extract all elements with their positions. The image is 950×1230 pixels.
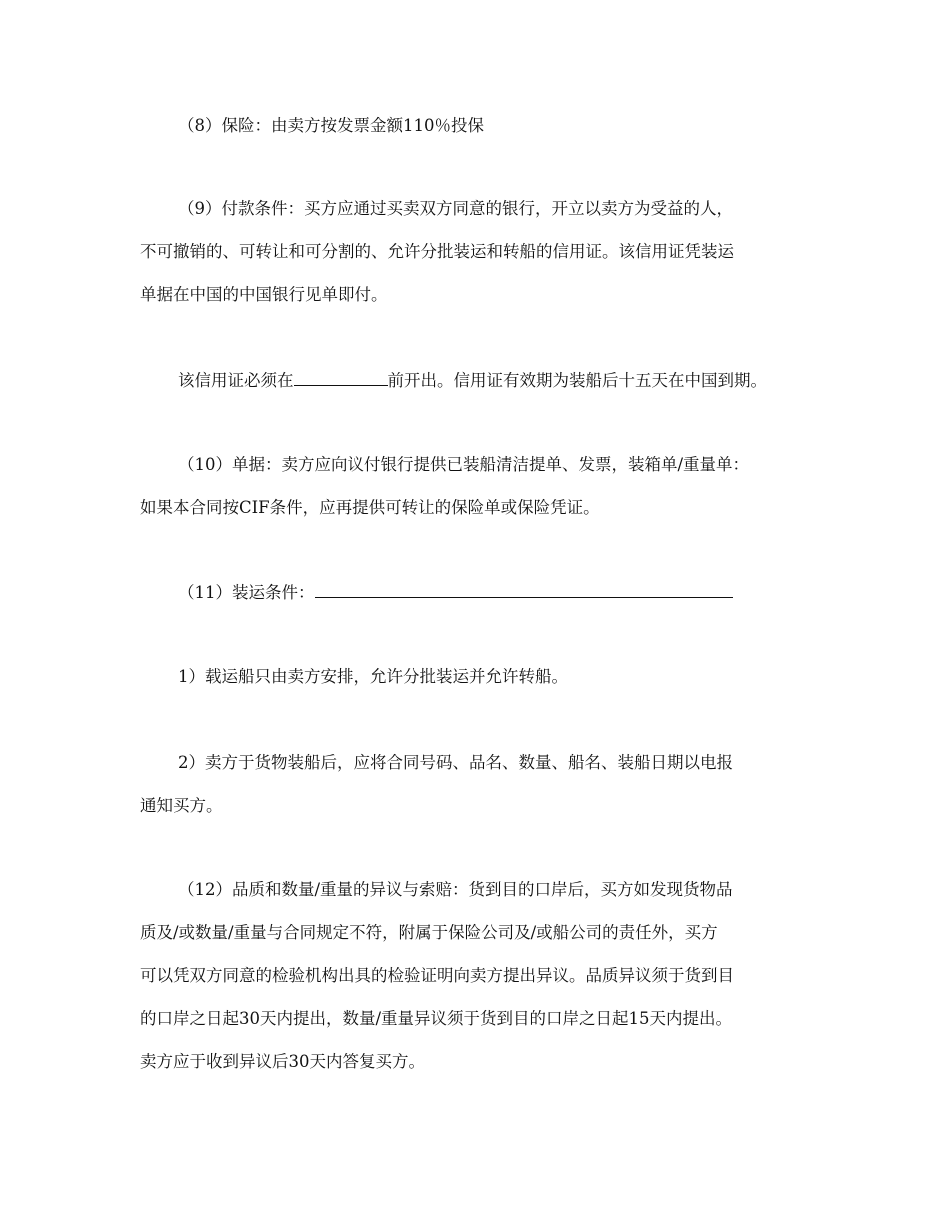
clause-12-claims-line-5: 卖方应于收到异议后30天内答复买方。 [140,1052,425,1071]
clause-12-claims-line-3: 可以凭双方同意的检验机构出具的检验证明向卖方提出异议。品质异议须于货到目 [140,966,734,985]
clause-12-claims-line-1: （12）品质和数量/重量的异议与索赔：货到目的口岸后，买方如发现货物品 [178,880,733,899]
clause-8-insurance: （8）保险：由卖方按发票金额110％投保 [178,116,484,135]
clause-10-documents-line-1: （10）单据：卖方应向议付银行提供已装船清洁提单、发票，装箱单/重量单： [178,455,750,474]
credit-deadline-sentence [178,368,767,393]
credit-date-blank [294,368,388,386]
credit-deadline-prefix: 该信用证必须在 [178,371,294,390]
clause-10-documents-line-2: 如果本合同按CIF条件，应再提供可转让的保险单或保险凭证。 [140,498,600,517]
shipment-item-2-line-1: 2）卖方于货物装船后，应将合同号码、品名、数量、船名、装船日期以电报 [178,753,733,772]
clause-12-claims-line-2: 质及/或数量/重量与合同规定不符，附属于保险公司及/或船公司的责任外，买方 [140,923,718,942]
clause-9-payment-line-2: 不可撤销的、可转让和可分割的、允许分批装运和转船的信用证。该信用证凭装运 [140,242,734,261]
clause-11-shipment-heading [178,580,733,605]
clause-9-payment-line-1: （9）付款条件：买方应通过买卖双方同意的银行，开立以卖方为受益的人， [178,199,733,218]
credit-deadline-suffix: 前开出。信用证有效期为装船后十五天在中国到期。 [387,371,767,390]
shipment-terms-blank [315,580,733,598]
shipment-item-1: 1）载运船只由卖方安排，允许分批装运并允许转船。 [178,667,568,686]
clause-11-shipment-label: （11）装运条件： [178,583,315,602]
clause-9-payment-line-3: 单据在中国的中国银行见单即付。 [140,285,388,304]
shipment-item-2-line-2: 通知买方。 [140,796,223,815]
clause-12-claims-line-4: 的口岸之日起30天内提出，数量/重量异议须于货到目的口岸之日起15天内提出。 [140,1009,733,1028]
